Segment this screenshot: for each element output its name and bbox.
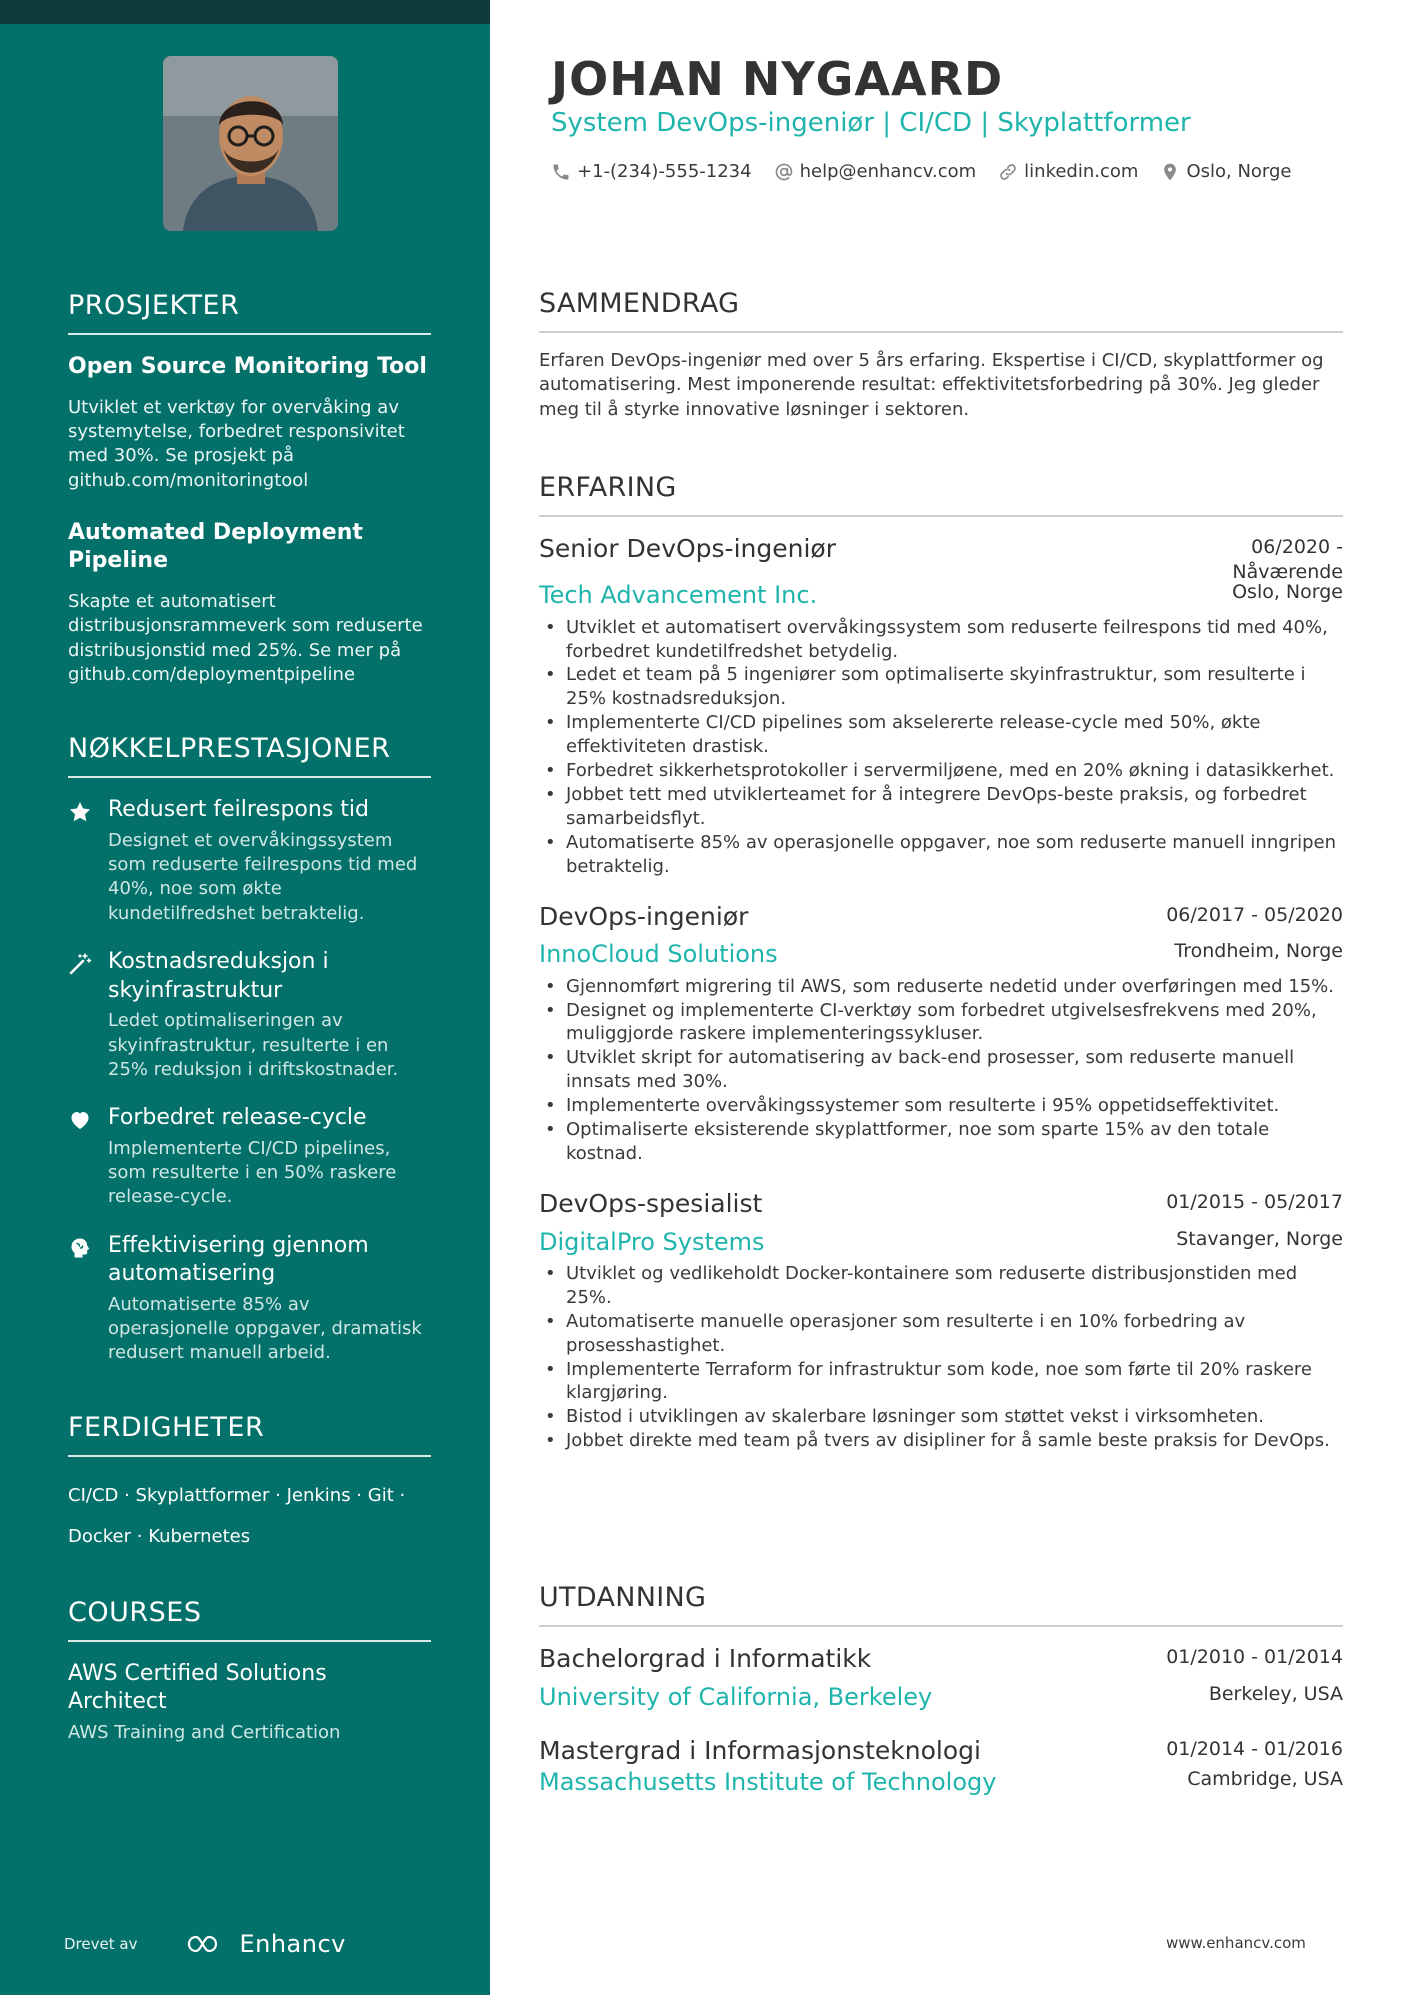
course-title: AWS Certified Solutions Architect bbox=[68, 1660, 327, 1715]
job-bullet: • Implementerte overvåkingssystemer som resulterte i 95% oppetidseffektivitet. bbox=[539, 1094, 1343, 1118]
contact-email-text: help@enhancv.com bbox=[799, 161, 977, 182]
job-location: Oslo, Norge bbox=[1232, 581, 1343, 604]
footer-url[interactable]: www.enhancv.com bbox=[1166, 1934, 1306, 1952]
contact-location bbox=[1160, 161, 1291, 182]
achievement-title: Forbedret release-cycle bbox=[108, 1105, 367, 1131]
education-dates: 01/2014 - 01/2016 bbox=[1166, 1737, 1343, 1760]
star-icon bbox=[68, 796, 108, 926]
course-item bbox=[68, 1660, 431, 1745]
achievement-item bbox=[68, 1232, 431, 1366]
enhancv-logo[interactable] bbox=[183, 1930, 345, 1958]
courses-section bbox=[68, 1597, 431, 1746]
link-icon bbox=[998, 162, 1018, 182]
job-bullet: • Ledet et team på 5 ingeniører som optimaliserte skyinfrastruktur, som resulterte i 25% kostnadsreduksjon. bbox=[539, 663, 1343, 711]
skills-heading: FERDIGHETER bbox=[68, 1412, 431, 1457]
sidebar bbox=[0, 0, 490, 1995]
job-bullet: • Bistod i utviklingen av skalerbare løsninger som støttet vekst i virksomheten. bbox=[539, 1405, 1343, 1429]
achievements-heading: NØKKELPRESTASJONER bbox=[68, 733, 431, 778]
job-bullet: • Designet og implementerte CI-verktøy som forbedret utgivelsesfrekvens med 20%, muliggjorde raskere implementeringssykluser. bbox=[539, 999, 1343, 1047]
education-dates: 01/2010 - 01/2014 bbox=[1166, 1646, 1343, 1669]
job-location: Stavanger, Norge bbox=[1176, 1227, 1343, 1250]
summary-section bbox=[539, 288, 1343, 422]
job-bullet: • Gjennomført migrering til AWS, som reduserte nedetid under overføringen med 15%. bbox=[539, 975, 1343, 999]
achievement-title: Effektivisering gjennom automatisering bbox=[108, 1232, 369, 1287]
skills-line: CI/CD · Skyplattformer · Jenkins · Git · bbox=[68, 1484, 406, 1506]
powered-by-label: Drevet av bbox=[64, 1935, 138, 1953]
courses-heading: COURSES bbox=[68, 1597, 431, 1642]
job-bullet: • Utviklet et automatisert overvåkingssystem som reduserte feilrespons tid med 40%, forbedret kundetilfredshet betydelig. bbox=[539, 616, 1343, 664]
projects-section bbox=[68, 290, 431, 687]
skills-section bbox=[68, 1412, 431, 1557]
achievements-section bbox=[68, 733, 431, 1365]
skills-line: Docker · Kubernetes bbox=[68, 1525, 251, 1547]
job-dates: 06/2017 - 05/2020 bbox=[1166, 903, 1343, 926]
projects-heading: PROSJEKTER bbox=[68, 290, 431, 335]
achievement-description: Designet et overvåkingssystem som reduserte feilrespons tid med 40%, noe som økte kundetilfredshet betraktelig. bbox=[108, 829, 418, 924]
person-name: JOHAN NYGAARD bbox=[551, 52, 1004, 106]
job-bullet: • Implementerte Terraform for infrastruktur som kode, noe som førte til 20% raskere klargjøring. bbox=[539, 1358, 1343, 1406]
job-company: DigitalPro Systems bbox=[539, 1227, 765, 1256]
heart-icon bbox=[68, 1104, 108, 1209]
contact-phone[interactable] bbox=[551, 161, 752, 182]
achievement-description: Ledet optimaliseringen av skyinfrastruktur, resulterte i en 25% reduksjon i driftskostnader. bbox=[108, 1010, 399, 1080]
project-item bbox=[68, 353, 431, 493]
job-bullet: • Forbedret sikkerhetsprotokoller i servermiljøene, med en 20% økning i datasikkerhet. bbox=[539, 759, 1343, 783]
project-description: Utviklet et verktøy for overvåking av systemytelse, forbedret responsivitet med 30%. Se prosjekt på github.com/monitoringtool bbox=[68, 396, 405, 491]
job-dates-end: Nåværende bbox=[1232, 560, 1343, 583]
job-role: DevOps-ingeniør bbox=[539, 901, 749, 931]
brain-icon bbox=[68, 1232, 108, 1366]
project-item bbox=[68, 519, 431, 687]
job-bullet: • Jobbet tett med utviklerteamet for å integrere DevOps-beste praksis, og forbedret samarbeidsflyt. bbox=[539, 783, 1343, 831]
achievement-description: Automatiserte 85% av operasjonelle oppgaver, dramatisk redusert manuell arbeid. bbox=[108, 1293, 422, 1364]
job-bullet: • Automatiserte manuelle operasjoner som resulterte i en 10% forbedring av prosesshastighet. bbox=[539, 1310, 1343, 1358]
skills-list bbox=[68, 1475, 431, 1557]
job-location: Trondheim, Norge bbox=[1174, 940, 1343, 963]
achievement-title: Redusert feilrespons tid bbox=[108, 797, 369, 823]
phone-icon bbox=[551, 162, 571, 182]
contact-linkedin-text: linkedin.com bbox=[1024, 161, 1139, 182]
project-title: Open Source Monitoring Tool bbox=[68, 354, 427, 380]
job-bullets bbox=[539, 975, 1343, 1167]
education-school: University of California, Berkeley bbox=[539, 1682, 933, 1711]
job-role: Senior DevOps-ingeniør bbox=[539, 534, 836, 564]
education-location: Cambridge, USA bbox=[1187, 1768, 1343, 1791]
project-title: Automated Deployment Pipeline bbox=[68, 519, 363, 574]
powered-by bbox=[64, 1930, 346, 1958]
job-dates: 01/2015 - 05/2017 bbox=[1166, 1191, 1343, 1214]
location-icon bbox=[1160, 162, 1180, 182]
achievement-description: Implementerte CI/CD pipelines, som resulterte i en 50% raskere release-cycle. bbox=[108, 1137, 397, 1208]
job-entry bbox=[539, 901, 1343, 1166]
summary-text: Erfaren DevOps-ingeniør med over 5 års erfaring. Ekspertise i CI/CD, skyplattformer og automatisering. Mest imponerende resultat: effektivitetsforbedring på 30%. Jeg gleder meg til å styrke innovative løsninger i sektoren. bbox=[539, 350, 1324, 420]
job-bullet: • Automatiserte 85% av operasjonelle oppgaver, noe som reduserte manuell inngripen betraktelig. bbox=[539, 831, 1343, 879]
job-bullet: • Utviklet skript for automatisering av back-end prosesser, som reduserte manuell innsats med 30%. bbox=[539, 1046, 1343, 1094]
experience-heading: ERFARING bbox=[539, 472, 1343, 517]
education-entry bbox=[539, 1643, 1343, 1713]
contact-location-text: Oslo, Norge bbox=[1186, 161, 1292, 182]
contact-linkedin[interactable] bbox=[998, 161, 1138, 182]
education-school: Massachusetts Institute of Technology bbox=[539, 1768, 997, 1797]
summary-heading: SAMMENDRAG bbox=[539, 288, 1343, 333]
job-entry bbox=[539, 533, 1343, 879]
project-description: Skapte et automatisert distribusjonsrammeverk som reduserte distribusjonstid med 25%. Se mer på github.com/deploymentpipeline bbox=[68, 591, 423, 685]
at-icon bbox=[774, 162, 794, 182]
education-section bbox=[539, 1582, 1343, 1798]
job-bullets bbox=[539, 1262, 1343, 1454]
education-location: Berkeley, USA bbox=[1208, 1682, 1343, 1705]
profile-photo bbox=[163, 56, 338, 231]
job-dates bbox=[1232, 533, 1343, 584]
job-dates-start: 06/2020 - bbox=[1251, 536, 1343, 559]
course-provider: AWS Training and Certification bbox=[68, 1722, 341, 1744]
achievement-item bbox=[68, 796, 431, 926]
achievement-title: Kostnadsreduksjon i skyinfrastruktur bbox=[108, 949, 329, 1003]
portrait-image bbox=[163, 56, 338, 231]
sidebar-content bbox=[68, 290, 431, 1791]
contact-bar bbox=[551, 161, 1314, 182]
job-bullet: • Jobbet direkte med team på tvers av disipliner for å samle beste praksis for DevOps. bbox=[539, 1429, 1343, 1453]
achievement-item bbox=[68, 1104, 431, 1209]
job-bullet: • Utviklet og vedlikeholdt Docker-kontainere som reduserte distribusjonstiden med 25%. bbox=[539, 1262, 1343, 1310]
job-entry bbox=[539, 1188, 1343, 1453]
job-bullet: • Implementerte CI/CD pipelines som akselererte release-cycle med 50%, økte effektiviteten drastisk. bbox=[539, 711, 1343, 759]
contact-phone-text: +1-(234)-555-1234 bbox=[577, 161, 752, 182]
achievement-item bbox=[68, 948, 431, 1082]
job-bullet: • Optimaliserte eksisterende skyplattformer, noe som sparte 15% av den totale kostnad. bbox=[539, 1118, 1343, 1166]
job-bullets bbox=[539, 616, 1343, 879]
job-role: DevOps-spesialist bbox=[539, 1189, 763, 1219]
magic-wand-icon bbox=[68, 948, 108, 1082]
education-heading: UTDANNING bbox=[539, 1582, 1343, 1627]
job-company: Tech Advancement Inc. bbox=[539, 581, 818, 610]
headline: System DevOps-ingeniør | CI/CD | Skyplattformer bbox=[551, 108, 1191, 138]
job-company: InnoCloud Solutions bbox=[539, 940, 778, 969]
brand-name: Enhancv bbox=[239, 1930, 346, 1958]
infinity-logo-icon bbox=[183, 1931, 229, 1957]
experience-section bbox=[539, 472, 1343, 1453]
education-degree: Bachelorgrad i Informatikk bbox=[539, 1644, 872, 1674]
education-degree: Mastergrad i Informasjonsteknologi bbox=[539, 1735, 981, 1765]
contact-email[interactable] bbox=[774, 161, 977, 182]
sidebar-top-bar bbox=[0, 0, 490, 24]
education-entry bbox=[539, 1735, 1343, 1799]
